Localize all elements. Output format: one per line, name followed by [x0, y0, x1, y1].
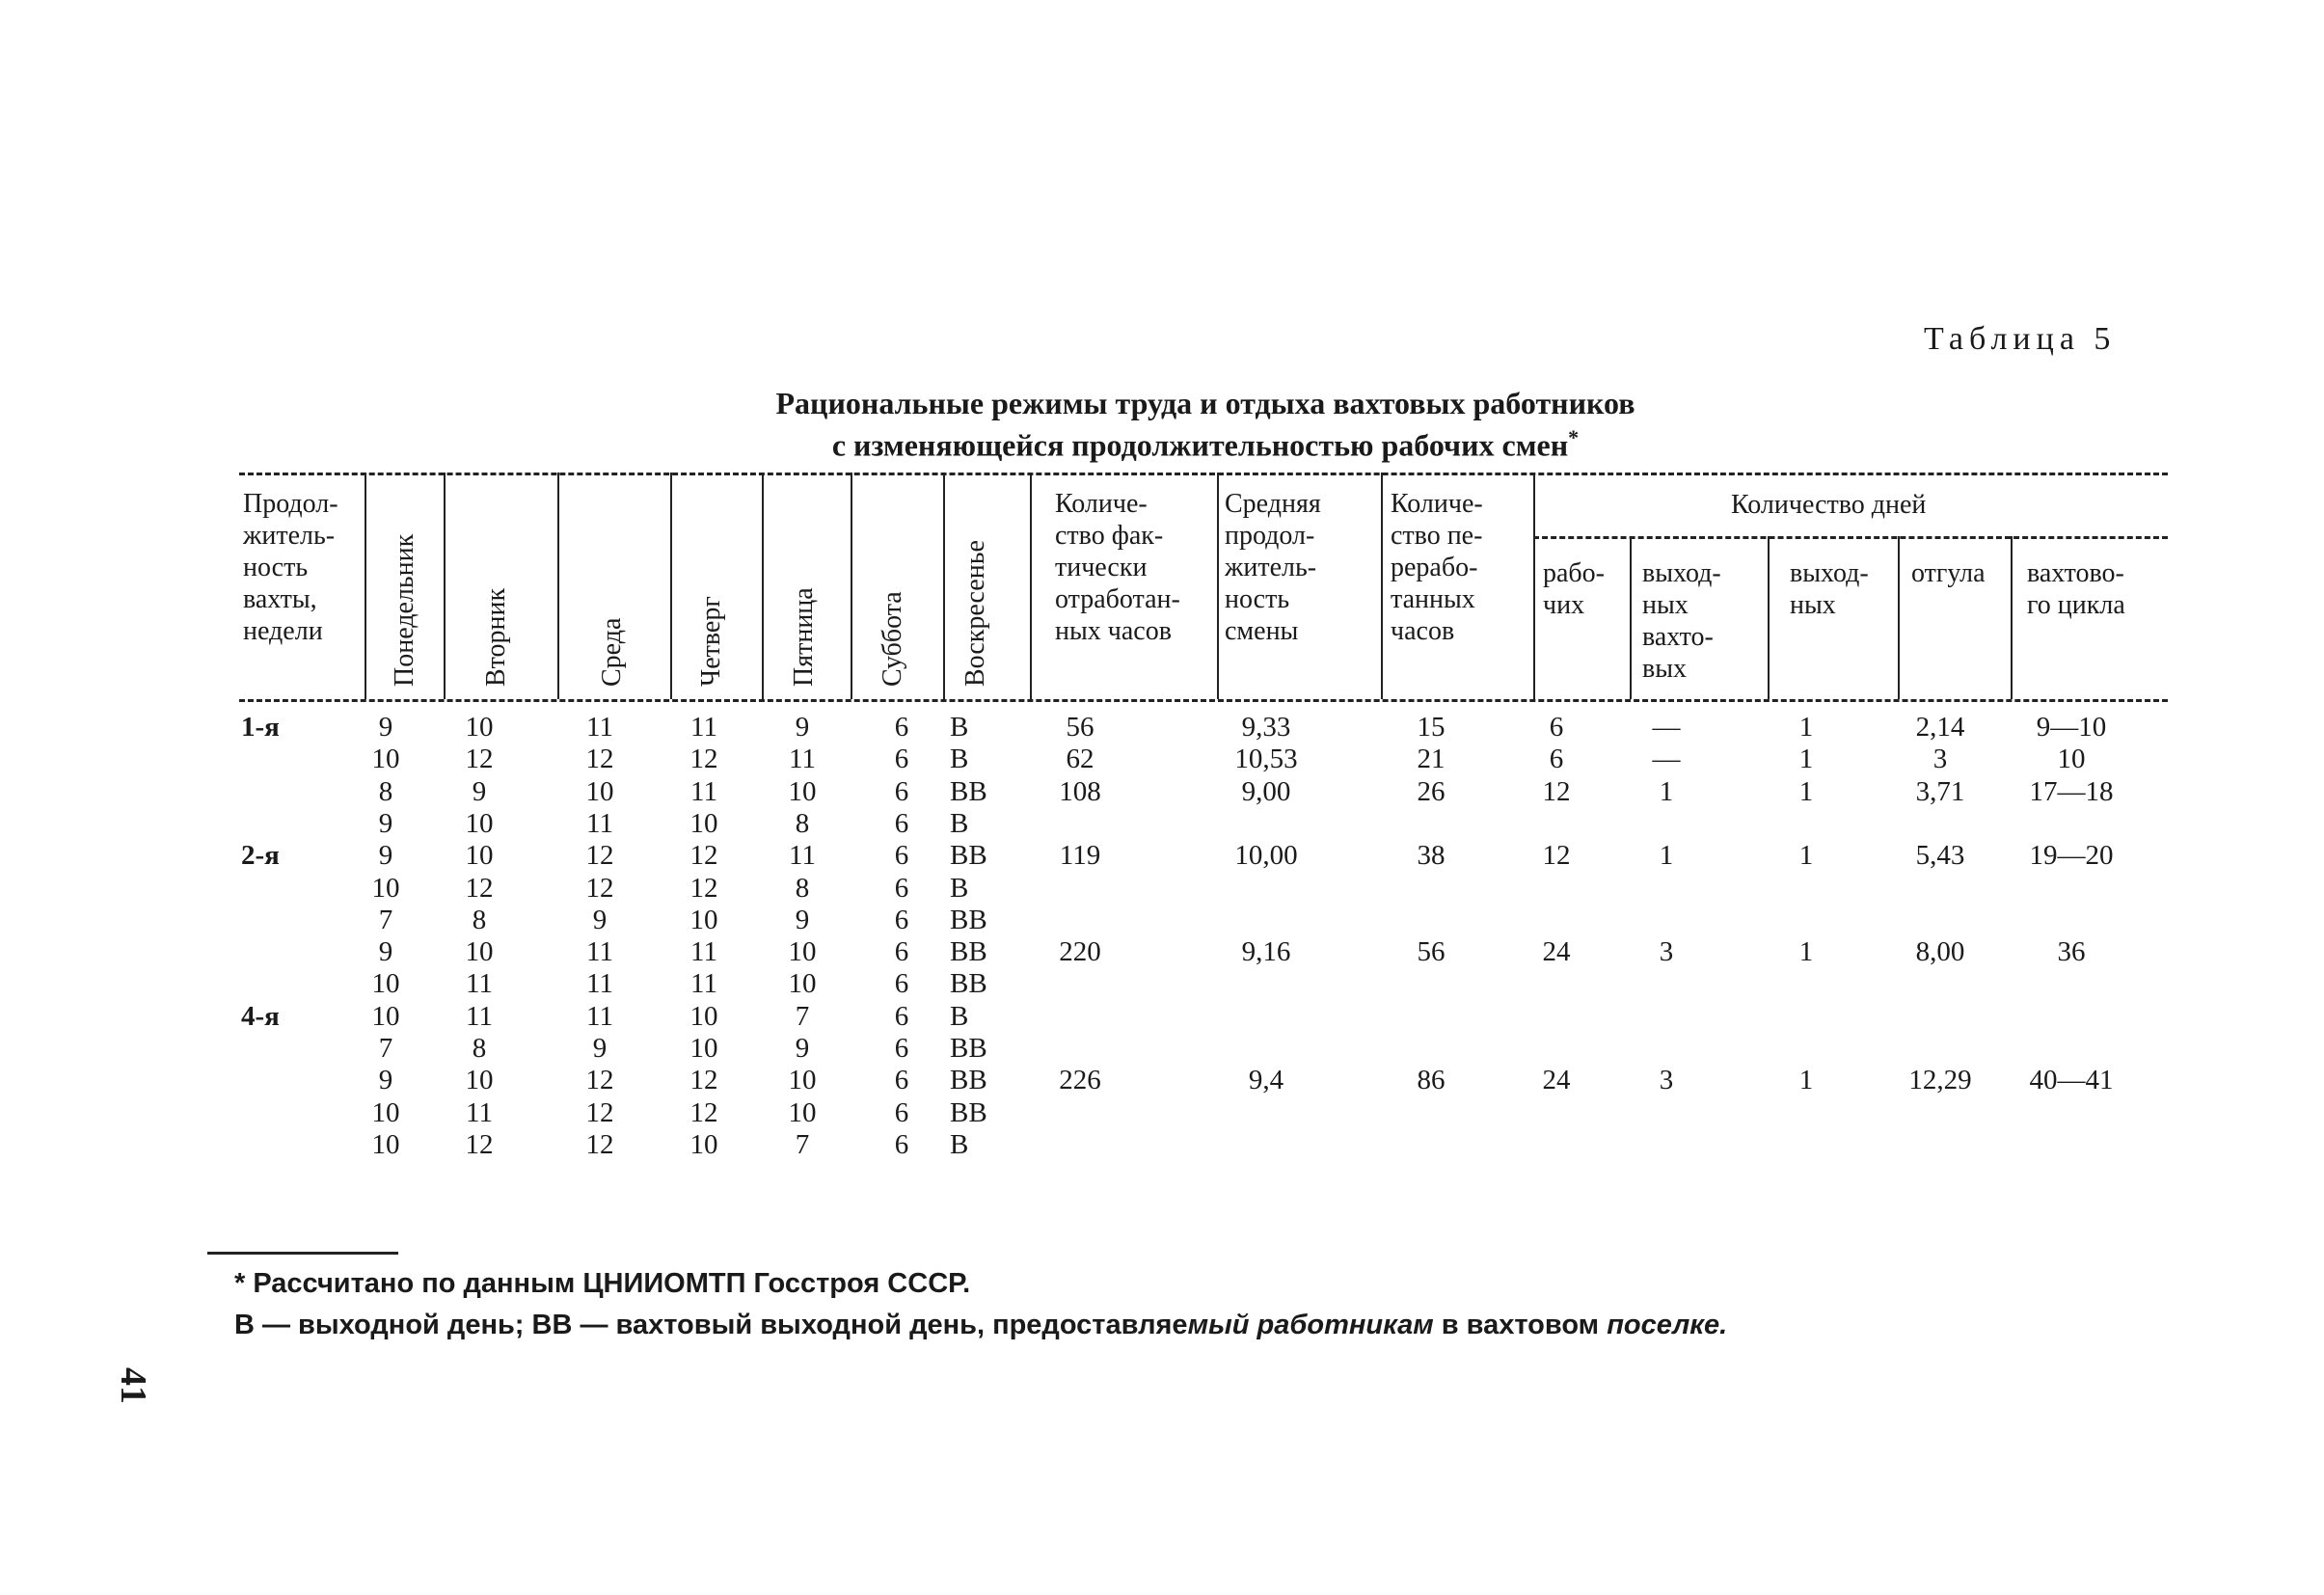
header-day: Суббота	[878, 591, 907, 687]
sunday-cell: В	[950, 1000, 969, 1032]
footnote-separator	[207, 1252, 398, 1255]
header-vahta-days-off: выход- ных вахто- вых	[1642, 558, 1721, 684]
cell-over: 15	[1417, 712, 1446, 743]
day-hours-cell: 11	[586, 712, 613, 743]
column-separator	[762, 473, 764, 699]
cell-rest: 8,00	[1915, 936, 1965, 968]
day-hours-cell: 6	[894, 1033, 909, 1064]
cell-cycle: 9—10	[2036, 712, 2107, 743]
day-hours-cell: 6	[894, 1000, 909, 1032]
cell-voff: 3	[1659, 936, 1674, 968]
day-hours-cell: 6	[894, 1128, 909, 1160]
day-hours-cell: 9	[795, 712, 810, 743]
day-hours-cell: 11	[690, 968, 717, 1000]
day-hours-cell: 12	[689, 1065, 718, 1096]
cell-work: 24	[1542, 936, 1571, 968]
cell-work: 6	[1549, 712, 1564, 743]
cell-hours: 119	[1059, 840, 1101, 872]
cell-hours: 108	[1059, 775, 1101, 807]
day-hours-cell: 6	[894, 840, 909, 872]
column-separator	[1533, 473, 1535, 699]
cell-rest: 2,14	[1915, 712, 1965, 743]
day-hours-cell: 10	[465, 807, 494, 839]
sunday-cell: В	[950, 807, 969, 839]
day-hours-cell: 10	[371, 1000, 400, 1032]
cell-over: 21	[1417, 743, 1446, 775]
header-overtime: Количе- ство пе- рерабо- танных часов	[1391, 489, 1483, 646]
cell-rest: 12,29	[1908, 1065, 1972, 1096]
day-hours-cell: 11	[586, 968, 613, 1000]
column-separator	[1630, 536, 1632, 699]
cell-rest: 3,71	[1915, 775, 1965, 807]
day-hours-cell: 9	[592, 1033, 608, 1064]
day-hours-cell: 6	[894, 1065, 909, 1096]
day-hours-cell: 12	[585, 872, 614, 904]
day-hours-cell: 10	[465, 1065, 494, 1096]
cell-voff: 3	[1659, 1065, 1674, 1096]
cell-hours: 226	[1059, 1065, 1101, 1096]
day-hours-cell: 11	[789, 840, 816, 872]
day-hours-cell: 9	[378, 712, 393, 743]
day-hours-cell: 10	[788, 1065, 817, 1096]
cell-avg: 9,16	[1241, 936, 1291, 968]
cell-over: 86	[1417, 1065, 1446, 1096]
vahta-duration: 1-я	[241, 712, 280, 743]
sunday-cell: ВВ	[950, 968, 987, 1000]
cell-over: 26	[1417, 775, 1446, 807]
cell-cycle: 19—20	[2029, 840, 2114, 872]
day-hours-cell: 8	[472, 1033, 487, 1064]
header-day: Четверг	[696, 596, 726, 687]
header-avg-shift: Средняя продол- житель- ность смены	[1225, 489, 1321, 646]
day-hours-cell: 9	[795, 904, 810, 935]
cell-voff: 1	[1659, 840, 1674, 872]
cell-off: 1	[1798, 743, 1814, 775]
header-bottom-rule	[239, 699, 2168, 702]
column-separator	[670, 473, 672, 699]
footnote-legend: В — выходной день; ВВ — вахтовый выходной день, предоставляемый работникам в вахтовом поселке.	[234, 1310, 1728, 1340]
day-hours-cell: 12	[689, 1096, 718, 1128]
day-hours-cell: 9	[378, 840, 393, 872]
column-separator	[943, 473, 945, 699]
vahta-duration: 4-я	[241, 1000, 280, 1032]
day-hours-cell: 12	[689, 872, 718, 904]
days-sub-rule	[1533, 536, 2168, 539]
day-hours-cell: 6	[894, 904, 909, 935]
cell-cycle: 17—18	[2029, 775, 2114, 807]
cell-avg: 9,00	[1241, 775, 1291, 807]
cell-cycle: 40—41	[2029, 1065, 2114, 1096]
day-hours-cell: 7	[795, 1128, 810, 1160]
column-separator	[557, 473, 559, 699]
day-hours-cell: 11	[466, 968, 493, 1000]
cell-voff: —	[1652, 743, 1681, 775]
day-hours-cell: 10	[371, 872, 400, 904]
day-hours-cell: 11	[690, 936, 717, 968]
column-separator	[1217, 473, 1219, 699]
day-hours-cell: 9	[472, 775, 487, 807]
day-hours-cell: 11	[690, 712, 717, 743]
cell-cycle: 10	[2057, 743, 2086, 775]
column-separator	[365, 473, 366, 699]
day-hours-cell: 10	[371, 1128, 400, 1160]
cell-off: 1	[1798, 712, 1814, 743]
day-hours-cell: 9	[378, 936, 393, 968]
title-line-1: Рациональные режимы труда и отдыха вахтовых работников	[775, 386, 1635, 420]
footnote-source: * Рассчитано по данным ЦНИИОМТП Госстроя СССР.	[234, 1268, 971, 1299]
cell-avg: 9,4	[1248, 1065, 1284, 1096]
page-number: 41	[113, 1367, 153, 1404]
day-hours-cell: 6	[894, 872, 909, 904]
cell-avg: 10,00	[1234, 840, 1298, 872]
cell-off: 1	[1798, 840, 1814, 872]
day-hours-cell: 12	[689, 743, 718, 775]
sunday-cell: ВВ	[950, 904, 987, 935]
header-day: Пятница	[789, 587, 819, 687]
day-hours-cell: 6	[894, 743, 909, 775]
cell-over: 38	[1417, 840, 1446, 872]
header-rest-days: отгула	[1911, 558, 1986, 588]
header-day: Воскресенье	[960, 540, 990, 687]
sunday-cell: В	[950, 712, 969, 743]
cell-over: 56	[1417, 936, 1446, 968]
sunday-cell: В	[950, 743, 969, 775]
day-hours-cell: 7	[378, 1033, 393, 1064]
day-hours-cell: 6	[894, 936, 909, 968]
title-line-2: с изменяющейся продолжительностью рабочих смен*	[831, 425, 1580, 463]
cell-voff: —	[1652, 712, 1681, 743]
column-separator	[1381, 473, 1383, 699]
column-separator	[444, 473, 446, 699]
cell-hours: 62	[1066, 743, 1094, 775]
header-cycle-days: вахтово- го цикла	[2027, 558, 2125, 620]
sunday-cell: ВВ	[950, 1096, 987, 1128]
cell-rest: 3	[1932, 743, 1948, 775]
day-hours-cell: 10	[689, 1033, 718, 1064]
column-separator	[1768, 536, 1770, 699]
column-separator	[851, 473, 852, 699]
sunday-cell: В	[950, 1128, 969, 1160]
cell-avg: 9,33	[1241, 712, 1291, 743]
day-hours-cell: 7	[378, 904, 393, 935]
day-hours-cell: 6	[894, 968, 909, 1000]
day-hours-cell: 6	[894, 1096, 909, 1128]
cell-hours: 56	[1066, 712, 1094, 743]
day-hours-cell: 10	[788, 775, 817, 807]
sunday-cell: ВВ	[950, 840, 987, 872]
header-duration: Продол- житель- ность вахты, недели	[243, 489, 338, 646]
day-hours-cell: 12	[465, 1128, 494, 1160]
day-hours-cell: 8	[795, 872, 810, 904]
day-hours-cell: 6	[894, 712, 909, 743]
day-hours-cell: 10	[689, 1000, 718, 1032]
day-hours-cell: 12	[465, 872, 494, 904]
day-hours-cell: 12	[585, 840, 614, 872]
cell-work: 12	[1542, 775, 1571, 807]
day-hours-cell: 12	[585, 1065, 614, 1096]
day-hours-cell: 7	[795, 1000, 810, 1032]
day-hours-cell: 10	[689, 904, 718, 935]
column-separator	[2011, 536, 2013, 699]
day-hours-cell: 10	[788, 1096, 817, 1128]
vahta-duration: 2-я	[241, 840, 280, 872]
header-hours-worked: Количе- ство фак- тически отработан- ных часов	[1055, 489, 1180, 646]
day-hours-cell: 9	[795, 1033, 810, 1064]
header-top-rule	[239, 473, 2168, 475]
day-hours-cell: 10	[371, 968, 400, 1000]
header-day: Понедельник	[390, 533, 419, 687]
day-hours-cell: 11	[466, 1096, 493, 1128]
table-label: Таблица 5	[1924, 321, 2117, 357]
column-separator	[1030, 473, 1032, 699]
header-days-count: Количество дней	[1731, 490, 1927, 520]
sunday-cell: ВВ	[950, 775, 987, 807]
cell-cycle: 36	[2057, 936, 2086, 968]
cell-off: 1	[1798, 936, 1814, 968]
cell-work: 24	[1542, 1065, 1571, 1096]
cell-work: 12	[1542, 840, 1571, 872]
day-hours-cell: 10	[465, 936, 494, 968]
day-hours-cell: 9	[592, 904, 608, 935]
day-hours-cell: 10	[371, 1096, 400, 1128]
column-separator	[1898, 536, 1900, 699]
cell-avg: 10,53	[1234, 743, 1298, 775]
sunday-cell: В	[950, 872, 969, 904]
cell-voff: 1	[1659, 775, 1674, 807]
day-hours-cell: 11	[789, 743, 816, 775]
header-day: Вторник	[481, 587, 511, 687]
day-hours-cell: 12	[585, 743, 614, 775]
day-hours-cell: 11	[586, 807, 613, 839]
day-hours-cell: 6	[894, 775, 909, 807]
day-hours-cell: 6	[894, 807, 909, 839]
cell-off: 1	[1798, 1065, 1814, 1096]
day-hours-cell: 10	[465, 712, 494, 743]
day-hours-cell: 10	[689, 1128, 718, 1160]
day-hours-cell: 12	[585, 1128, 614, 1160]
day-hours-cell: 12	[585, 1096, 614, 1128]
header-day: Среда	[597, 617, 627, 687]
day-hours-cell: 10	[788, 936, 817, 968]
day-hours-cell: 11	[690, 775, 717, 807]
day-hours-cell: 11	[586, 936, 613, 968]
day-hours-cell: 12	[465, 743, 494, 775]
day-hours-cell: 9	[378, 1065, 393, 1096]
cell-work: 6	[1549, 743, 1564, 775]
header-working-days: рабо- чих	[1543, 558, 1605, 620]
day-hours-cell: 10	[371, 743, 400, 775]
sunday-cell: ВВ	[950, 1033, 987, 1064]
day-hours-cell: 10	[689, 807, 718, 839]
header-days-off: выход- ных	[1790, 558, 1869, 620]
day-hours-cell: 12	[689, 840, 718, 872]
cell-off: 1	[1798, 775, 1814, 807]
day-hours-cell: 8	[378, 775, 393, 807]
day-hours-cell: 9	[378, 807, 393, 839]
day-hours-cell: 11	[466, 1000, 493, 1032]
day-hours-cell: 10	[788, 968, 817, 1000]
day-hours-cell: 10	[465, 840, 494, 872]
cell-rest: 5,43	[1915, 840, 1965, 872]
cell-hours: 220	[1059, 936, 1101, 968]
table-title	[0, 386, 2324, 463]
sunday-cell: ВВ	[950, 1065, 987, 1096]
day-hours-cell: 8	[472, 904, 487, 935]
sunday-cell: ВВ	[950, 936, 987, 968]
day-hours-cell: 8	[795, 807, 810, 839]
day-hours-cell: 11	[586, 1000, 613, 1032]
day-hours-cell: 10	[585, 775, 614, 807]
